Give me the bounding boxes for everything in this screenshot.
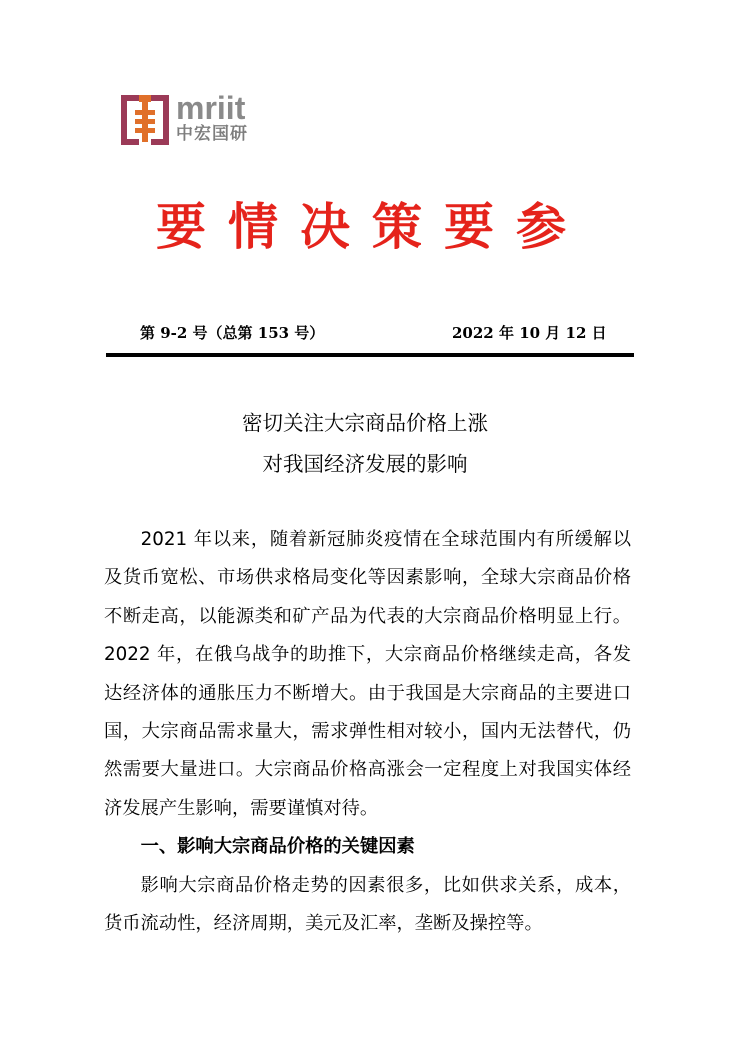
header-rule [106, 353, 634, 357]
logo-mark-icon [120, 94, 170, 146]
logo-text-cn: 中宏国研 [176, 124, 248, 144]
issue-number: 第 9-2 号（总第 153 号） [140, 324, 325, 342]
logo-text-en: mriit [176, 90, 246, 126]
issue-info [140, 322, 620, 344]
section-heading-1: 一、影响大宗商品价格的关键因素 [140, 836, 415, 858]
paragraph-factors: 影响大宗商品价格走势的因素很多，比如供求关系，成本，货币流动性，经济周期，美元及汇率，垄断及操控等。 [104, 874, 631, 935]
issue-date: 2022 年 10 月 12 日 [452, 324, 607, 342]
article-title-line2: 对我国经济发展的影响 [262, 452, 468, 476]
article-body [104, 521, 631, 943]
masthead-title: 要情决策要参 [156, 198, 588, 256]
paragraph-intro: 2021 年以来，随着新冠肺炎疫情在全球范围内有所缓解以及货币宽松、市场供求格局变化等因素影响，全球大宗商品价格不断走高，以能源类和矿产品为代表的大宗商品价格明显上行。2022 年，在俄乌战争的助推下，大宗商品价格继续走高，各发达经济体的通胀压力不断增大。由于我国是大宗商品的主要进口国，大宗商品需求量大，需求弹性相对较小，国内无法替代，仍然需要大量进口。大宗商品价格高涨会一定程度上对我国实体经济发展产生影响，需要谨慎对待。 [104, 529, 631, 819]
logo [120, 90, 270, 150]
article-title-line1: 密切关注大宗商品价格上涨 [242, 411, 488, 435]
